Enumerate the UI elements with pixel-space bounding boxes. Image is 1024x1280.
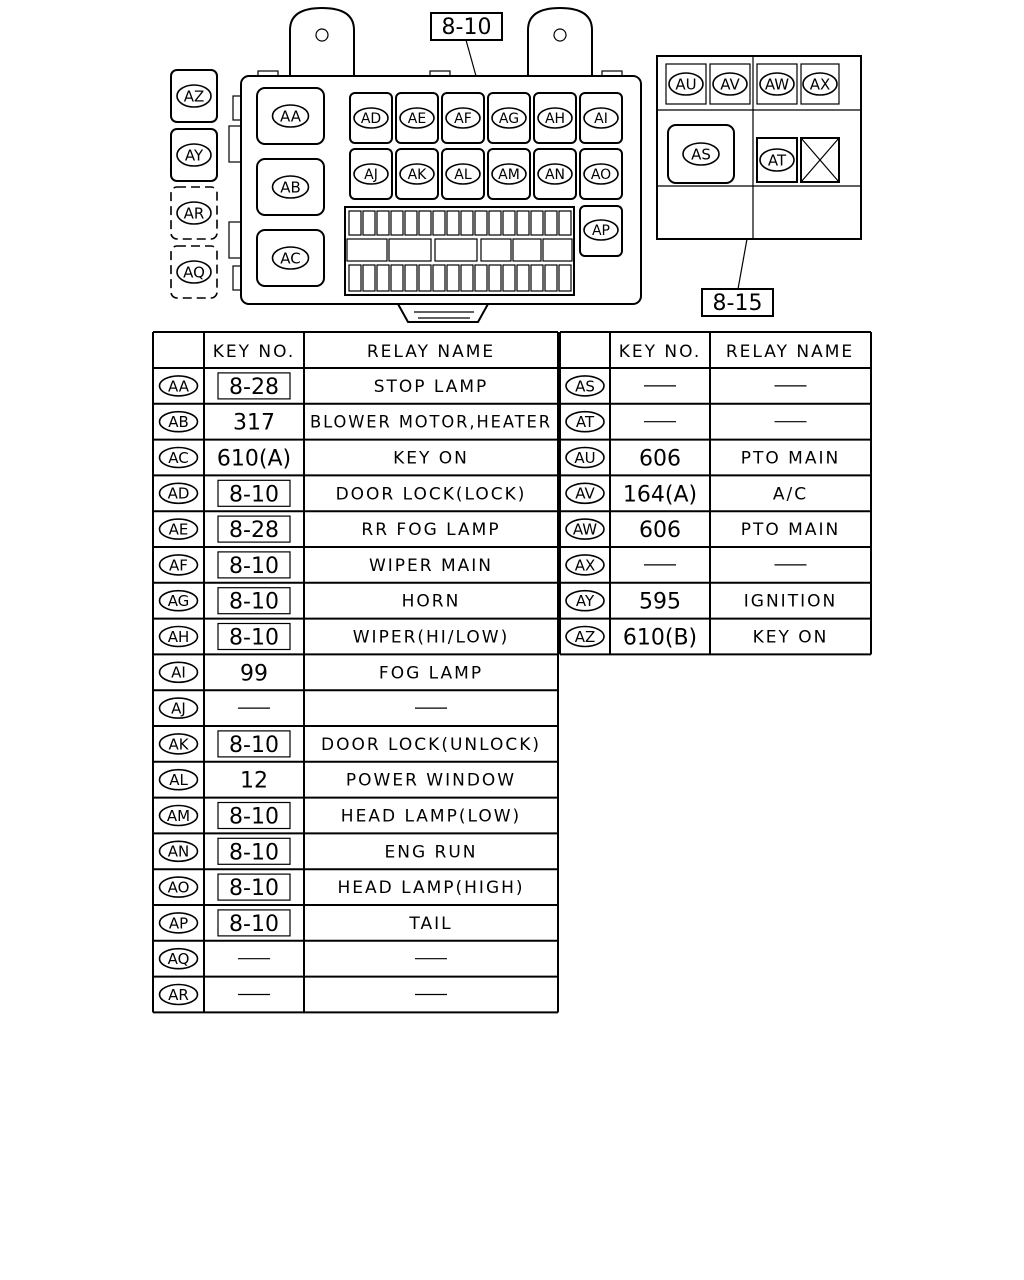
key-no: 610(B): [622, 625, 698, 651]
left-relay-id-ab-text: AB: [168, 413, 189, 432]
left-relay-id-aj: [160, 698, 198, 718]
relay-name: PTO MAIN: [740, 448, 841, 469]
relay-aq-label-text: AQ: [183, 263, 205, 282]
relay-at-label-text: AT: [767, 151, 787, 170]
right-relay-id-aw-text: AW: [572, 520, 598, 539]
callout-8-15-label: 8-15: [712, 291, 763, 316]
relay-al-label: [446, 164, 480, 184]
table-row: [160, 874, 525, 901]
relay-key-table: [0, 330, 1024, 1030]
right-header-relay-name: RELAY NAME: [725, 342, 855, 362]
right-relay-id-az: [566, 627, 604, 647]
table-row: [160, 516, 501, 543]
left-relay-id-an-text: AN: [167, 842, 190, 861]
right-relay-id-au-text: AU: [574, 448, 596, 467]
relay-an-label: [538, 164, 572, 184]
relay-aw-label: [760, 73, 794, 95]
fuse-slot: [559, 265, 571, 291]
left-relays: [171, 70, 217, 298]
key-no: 12: [240, 768, 268, 794]
key-no: 317: [233, 410, 275, 436]
relay-ak-label: [400, 164, 434, 184]
fuse-slot: [545, 211, 557, 235]
right-relay-id-ay-text: AY: [575, 592, 595, 611]
relay-name: PTO MAIN: [740, 520, 841, 541]
relay-ax-label-text: AX: [809, 75, 831, 94]
left-relay-id-am: [160, 806, 198, 826]
key-no: 164(A): [622, 482, 698, 508]
fuse-slot: [503, 211, 515, 235]
relay-name: KEY ON: [752, 627, 829, 648]
right-relay-id-ay: [566, 591, 604, 611]
relay-name: RR FOG LAMP: [361, 520, 501, 541]
relay-aj-label: [354, 164, 388, 184]
fuse-slot: [447, 211, 459, 235]
fuse-slot: [363, 211, 375, 235]
left-relay-id-ah-text: AH: [167, 627, 190, 646]
relay-ao-label: [584, 164, 618, 184]
relay-name: HEAD LAMP(HIGH): [337, 878, 525, 899]
left-relay-id-aj-text: AJ: [171, 699, 186, 718]
relay-name: ENG RUN: [384, 842, 478, 863]
relay-ar-label-text: AR: [183, 204, 205, 223]
relay-an-label-text: AN: [544, 167, 566, 184]
relay-af-label-text: AF: [454, 111, 472, 128]
left-relay-id-ag: [160, 591, 198, 611]
table-row: [160, 447, 469, 472]
relay-ab-label-text: AB: [280, 178, 301, 197]
table-row: [566, 518, 840, 543]
callout-8-15: [702, 239, 773, 316]
left-relay-id-ab: [160, 412, 198, 432]
left-relay-id-am-text: AM: [166, 806, 191, 825]
fuse-slot: [489, 211, 501, 235]
relay-av-label-text: AV: [720, 75, 740, 94]
right-relay-id-au: [566, 448, 604, 468]
relay-al-label-text: AL: [454, 167, 472, 184]
key-no: 610(A): [216, 446, 292, 472]
right-header-key-no: KEY NO.: [618, 342, 702, 362]
left-relay-id-ak: [160, 734, 198, 754]
relay-name: HORN: [401, 591, 461, 612]
fuse-slot: [377, 265, 389, 291]
relay-av-label: [713, 73, 747, 95]
table-row: [160, 803, 522, 830]
left-relay-id-aa-text: AA: [168, 377, 189, 396]
left-relay-id-ah: [160, 627, 198, 647]
fuse-slot: [405, 211, 417, 235]
key-no: 8-10: [229, 840, 279, 866]
fuse-slot: [433, 211, 445, 235]
key-no: 8-28: [229, 518, 279, 544]
fuse-maxi: [389, 239, 431, 261]
relay-au-label-text: AU: [675, 75, 697, 94]
left-relay-id-ao: [160, 877, 198, 897]
relay-ak-label-text: AK: [407, 167, 427, 184]
table-row: [160, 411, 553, 436]
relay-ad-label: [354, 108, 388, 128]
relay-ab-label: [273, 176, 309, 198]
key-no: 8-10: [229, 589, 279, 615]
relay-az-label-text: AZ: [183, 87, 205, 106]
key-no: 8-10: [229, 553, 279, 579]
relay-ai-label: [584, 108, 618, 128]
fuse-slot: [545, 265, 557, 291]
relay-name: HEAD LAMP(LOW): [340, 806, 522, 827]
relay-name: IGNITION: [743, 591, 838, 612]
table-row: [160, 769, 517, 794]
relay-name: POWER WINDOW: [345, 770, 517, 791]
relay-ap-label: [584, 220, 618, 240]
relay-name: KEY ON: [393, 448, 469, 469]
right-relay-id-at: [566, 412, 604, 432]
key-no: 8-10: [229, 876, 279, 902]
relay-ah-label: [538, 108, 572, 128]
left-relay-id-aq-text: AQ: [167, 950, 190, 969]
main-box-relays: [257, 88, 622, 286]
relay-name: STOP LAMP: [373, 376, 489, 397]
right-relay-id-as-text: AS: [575, 377, 595, 396]
relay-au-label: [669, 73, 703, 95]
left-relay-id-an: [160, 841, 198, 861]
fuse-slot: [461, 265, 473, 291]
table-row: [160, 838, 478, 865]
relay-as-label: [683, 143, 719, 165]
right-relay-id-aw: [566, 519, 604, 539]
fuse-slot: [391, 211, 403, 235]
fuse-slot: [349, 211, 361, 235]
fuse-row-mid: [347, 239, 572, 261]
left-relay-id-ac-text: AC: [168, 448, 189, 467]
relay-aw-label-text: AW: [764, 75, 790, 94]
left-relay-id-ai-text: AI: [171, 663, 186, 682]
table-row: [566, 555, 807, 575]
table-row: [566, 590, 837, 615]
relay-ai-label-text: AI: [594, 111, 608, 128]
right-relay-id-av-text: AV: [575, 484, 595, 503]
relay-name: DOOR LOCK(UNLOCK): [320, 734, 542, 755]
right-relay-id-ax: [566, 555, 604, 575]
relay-ar-label: [177, 202, 211, 224]
key-no: 606: [639, 518, 681, 544]
table-row: [160, 661, 484, 686]
relay-name: TAIL: [409, 913, 453, 934]
fuse-maxi: [513, 239, 541, 261]
relay-ay-label-text: AY: [184, 146, 204, 165]
table-row: [566, 412, 807, 432]
relay-ax-label: [803, 73, 837, 95]
relay-ao-label-text: AO: [590, 167, 612, 184]
relay-am-label-text: AM: [498, 167, 520, 184]
relay-ae-label: [400, 108, 434, 128]
relay-as-label-text: AS: [691, 145, 711, 164]
key-no: 595: [639, 589, 681, 615]
table-row: [160, 552, 494, 579]
left-relay-id-aa: [160, 376, 198, 396]
relay-name: BLOWER MOTOR,HEATER: [310, 412, 552, 433]
relay-ah-label-text: AH: [544, 111, 566, 128]
relay-box-diagram: [0, 0, 1024, 330]
left-relay-id-ai: [160, 662, 198, 682]
left-relay-id-ad: [160, 483, 198, 503]
left-relay-id-af-text: AF: [169, 556, 188, 575]
table-row: [160, 480, 527, 507]
relay-ae-label-text: AE: [407, 111, 427, 128]
fuse-slot: [475, 211, 487, 235]
key-no: 8-10: [229, 482, 279, 508]
key-no: 606: [639, 446, 681, 472]
fuse-slot: [503, 265, 515, 291]
relay-aq-label: [177, 261, 211, 283]
fuse-row-bot: [349, 265, 571, 291]
fuse-slot: [531, 211, 543, 235]
fuse-row-top: [349, 211, 571, 235]
right-relay-id-as: [566, 376, 604, 396]
left-relay-id-ae-text: AE: [168, 520, 189, 539]
table-row: [160, 373, 489, 400]
relay-name: WIPER(HI/LOW): [352, 627, 510, 648]
left-relay-id-ak-text: AK: [168, 735, 189, 754]
table-row: [160, 624, 510, 651]
table-row: [160, 731, 542, 758]
fuse-maxi: [481, 239, 511, 261]
relay-ag-label: [492, 108, 526, 128]
key-no: 8-28: [229, 374, 279, 400]
callout-8-10-label: 8-10: [441, 15, 492, 40]
fuse-slot: [419, 211, 431, 235]
right-relay-id-az-text: AZ: [574, 627, 596, 646]
relay-ad-label-text: AD: [360, 111, 382, 128]
left-relay-id-ap-text: AP: [168, 914, 189, 933]
left-relay-id-ao-text: AO: [167, 878, 190, 897]
fuse-slot: [461, 211, 473, 235]
fuse-slot: [447, 265, 459, 291]
table-row: [566, 447, 840, 472]
relay-aa-label-text: AA: [280, 107, 301, 126]
relay-name: A/C: [772, 484, 809, 505]
fuse-slot: [475, 265, 487, 291]
left-relay-id-ag-text: AG: [167, 592, 190, 611]
left-relay-id-aq: [160, 949, 198, 969]
table-row: [566, 482, 808, 507]
fuse-slot: [391, 265, 403, 291]
relay-af-label: [446, 108, 480, 128]
relay-name: WIPER MAIN: [368, 555, 494, 576]
right-relay-id-av: [566, 483, 604, 503]
relay-name: FOG LAMP: [378, 663, 484, 684]
relay-ag-label-text: AG: [498, 111, 520, 128]
fuse-slot: [559, 211, 571, 235]
left-relay-id-ac: [160, 448, 198, 468]
relay-name: DOOR LOCK(LOCK): [335, 484, 527, 505]
fuse-slot: [531, 265, 543, 291]
left-relay-id-al-text: AL: [169, 771, 188, 790]
left-relay-id-ap: [160, 913, 198, 933]
table-row: [566, 376, 807, 396]
fuse-slot: [419, 265, 431, 291]
relay-aj-label-text: AJ: [364, 167, 378, 184]
relay-ac-label: [273, 247, 309, 269]
fuse-maxi: [543, 239, 572, 261]
relay-ap-label-text: AP: [591, 223, 611, 240]
relay-az-label: [177, 85, 211, 107]
relay-am-label: [492, 164, 526, 184]
right-relay-id-at-text: AT: [575, 413, 595, 432]
fuse-maxi: [347, 239, 387, 261]
key-no: 99: [240, 661, 268, 687]
callout-8-10: [431, 13, 502, 76]
fuse-slot: [405, 265, 417, 291]
fuse-slot: [489, 265, 501, 291]
left-relay-id-ae: [160, 519, 198, 539]
fuse-slot: [349, 265, 361, 291]
left-relay-id-ar-text: AR: [168, 985, 189, 1004]
key-no: 8-10: [229, 804, 279, 830]
fuse-slot: [363, 265, 375, 291]
key-no: 8-10: [229, 911, 279, 937]
left-header-relay-name: RELAY NAME: [366, 342, 496, 362]
key-no: 8-10: [229, 625, 279, 651]
relay-aa-label: [273, 105, 309, 127]
left-relay-id-ar: [160, 985, 198, 1005]
fuse-slot: [517, 265, 529, 291]
relay-ay-label: [177, 144, 211, 166]
left-relay-id-al: [160, 770, 198, 790]
table-row: [566, 626, 828, 651]
left-header-key-no: KEY NO.: [212, 342, 296, 362]
left-relay-id-ad-text: AD: [167, 484, 190, 503]
left-relay-id-af: [160, 555, 198, 575]
relay-ac-label-text: AC: [280, 249, 301, 268]
relay-at-label: [760, 149, 794, 171]
fuse-maxi: [435, 239, 477, 261]
key-no: 8-10: [229, 732, 279, 758]
fuse-slot: [377, 211, 389, 235]
fuse-slot: [433, 265, 445, 291]
fuse-slot: [517, 211, 529, 235]
right-relay-id-ax-text: AX: [574, 556, 596, 575]
